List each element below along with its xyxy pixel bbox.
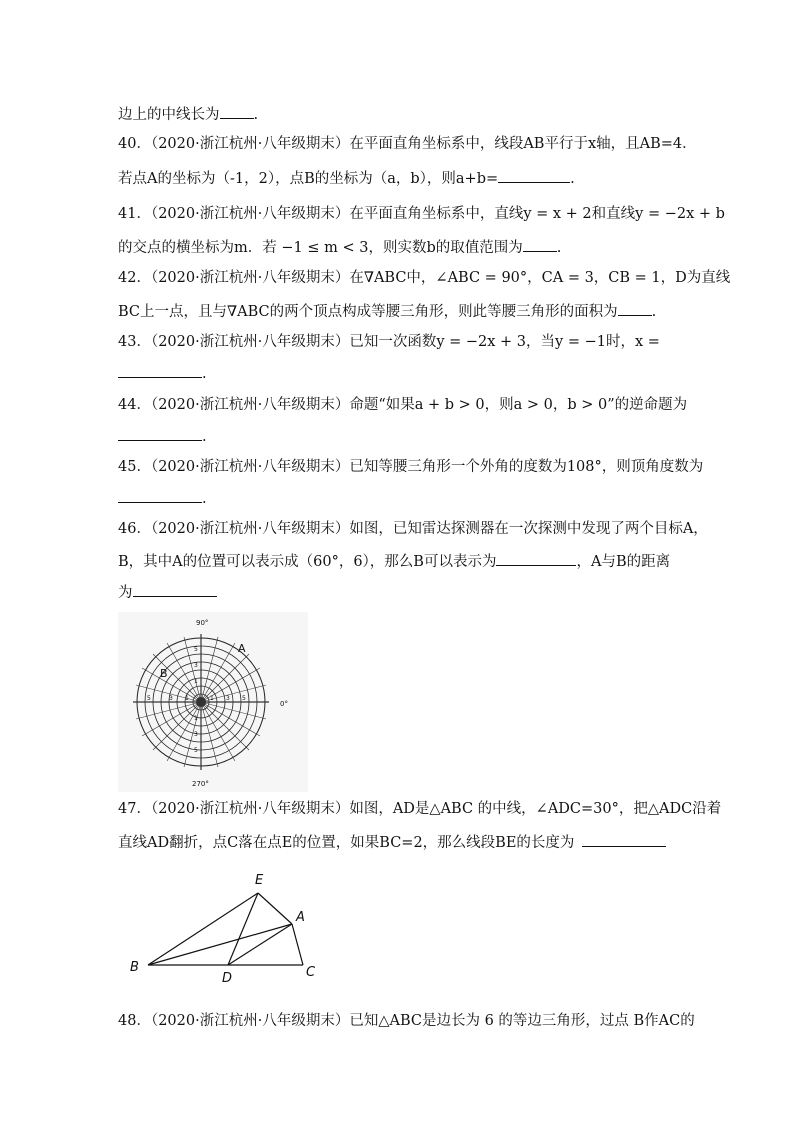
label-C: C [306,965,316,980]
q40-line1: 40．（2020·浙江杭州·八年级期末）在平面直角坐标系中，线段AB平行于x轴，且AB=4． [118,136,697,152]
answer-blank[interactable] [618,301,652,316]
answer-blank[interactable] [220,104,254,119]
answer-blank[interactable] [118,426,202,441]
q43-answer: . [118,363,207,384]
ring-number: 3 [169,695,173,702]
radar-center [196,697,206,707]
q45-line1: 45．（2020·浙江杭州·八年级期末）已知等腰三角形一个外角的度数为108°，则顶角度数为 [118,459,704,475]
ring-number: 1 [185,695,189,702]
q46-line3: 为 [118,582,217,603]
q40-line2: 若点A的坐标为（-1，2），点B的坐标为（a，b），则a+b= . [118,168,575,189]
q48-line1: 48．（2020·浙江杭州·八年级期末）已知△ABC是边长为 6 的等边三角形，过点 B作AC的 [118,1013,695,1029]
q41-line2: 的交点的横坐标为m．若 −1 ≤ m < 3，则实数b的取值范围为 . [118,237,561,258]
answer-blank[interactable] [133,582,217,597]
label-D: D [222,971,233,984]
radar-figure [118,612,308,792]
q44-line1: 44．（2020·浙江杭州·八年级期末）命题“如果a + b > 0，则a > 0，b > 0”的逆命题为 [118,397,688,413]
q39-tail: 边上的中线长为 . [118,104,258,125]
q44-answer: . [118,426,207,447]
q47-line1: 47．（2020·浙江杭州·八年级期末）如图，AD是△ABC 的中线，∠ADC=30°，把△ADC沿着 [118,801,722,817]
ring-number: 1 [194,678,198,685]
answer-blank[interactable] [523,237,557,252]
answer-blank[interactable] [118,363,202,378]
answer-blank[interactable] [496,551,576,566]
ring-number: 3 [226,695,230,702]
q45-answer: . [118,488,207,509]
label-90: 90° [196,619,209,627]
q47-line2: 直线AD翻折，点C落在点E的位置，如果BC=2，那么线段BE的长度为 [118,832,666,853]
label-A: A [238,642,246,655]
answer-blank[interactable] [118,488,202,503]
label-B: B [130,960,139,975]
q43-line1: 43．（2020·浙江杭州·八年级期末）已知一次函数y = −2x + 3，当y = −1时，x = [118,334,660,350]
ring-number: 3 [194,662,198,669]
q46-line1: 46．（2020·浙江杭州·八年级期末）如图，已知雷达探测器在一次探测中发现了两个目标A， [118,521,708,537]
ring-number: 1 [194,715,198,722]
ring-number: 5 [242,695,246,702]
label-B: B [160,667,168,680]
label-E: E [255,873,264,888]
q46-line2: B，其中A的位置可以表示成（60°，6），那么B可以表示为 ，A与B的距离 [118,551,670,572]
ring-number: 5 [147,695,151,702]
label-270: 270° [192,780,209,788]
q42-line2: BC上一点，且与∇ABC的两个顶点构成等腰三角形，则此等腰三角形的面积为 . [118,301,656,322]
q42-line1: 42．（2020·浙江杭州·八年级期末）在∇ABC中，∠ABC = 90°，CA = 3，CB = 1，D为直线 [118,270,731,286]
q41-line1: 41．（2020·浙江杭州·八年级期末）在平面直角坐标系中，直线y = x + 2和直线y = −2x + b [118,206,725,222]
triangle-figure [118,866,328,984]
answer-blank[interactable] [498,168,570,183]
ring-number: 3 [194,731,198,738]
triangle-lines [148,893,303,965]
answer-blank[interactable] [582,832,666,847]
label-0: 0° [280,700,288,708]
ring-number: 5 [194,747,198,754]
ring-number: 5 [194,646,198,653]
ring-number: 1 [210,695,214,702]
label-A: A [296,910,305,925]
